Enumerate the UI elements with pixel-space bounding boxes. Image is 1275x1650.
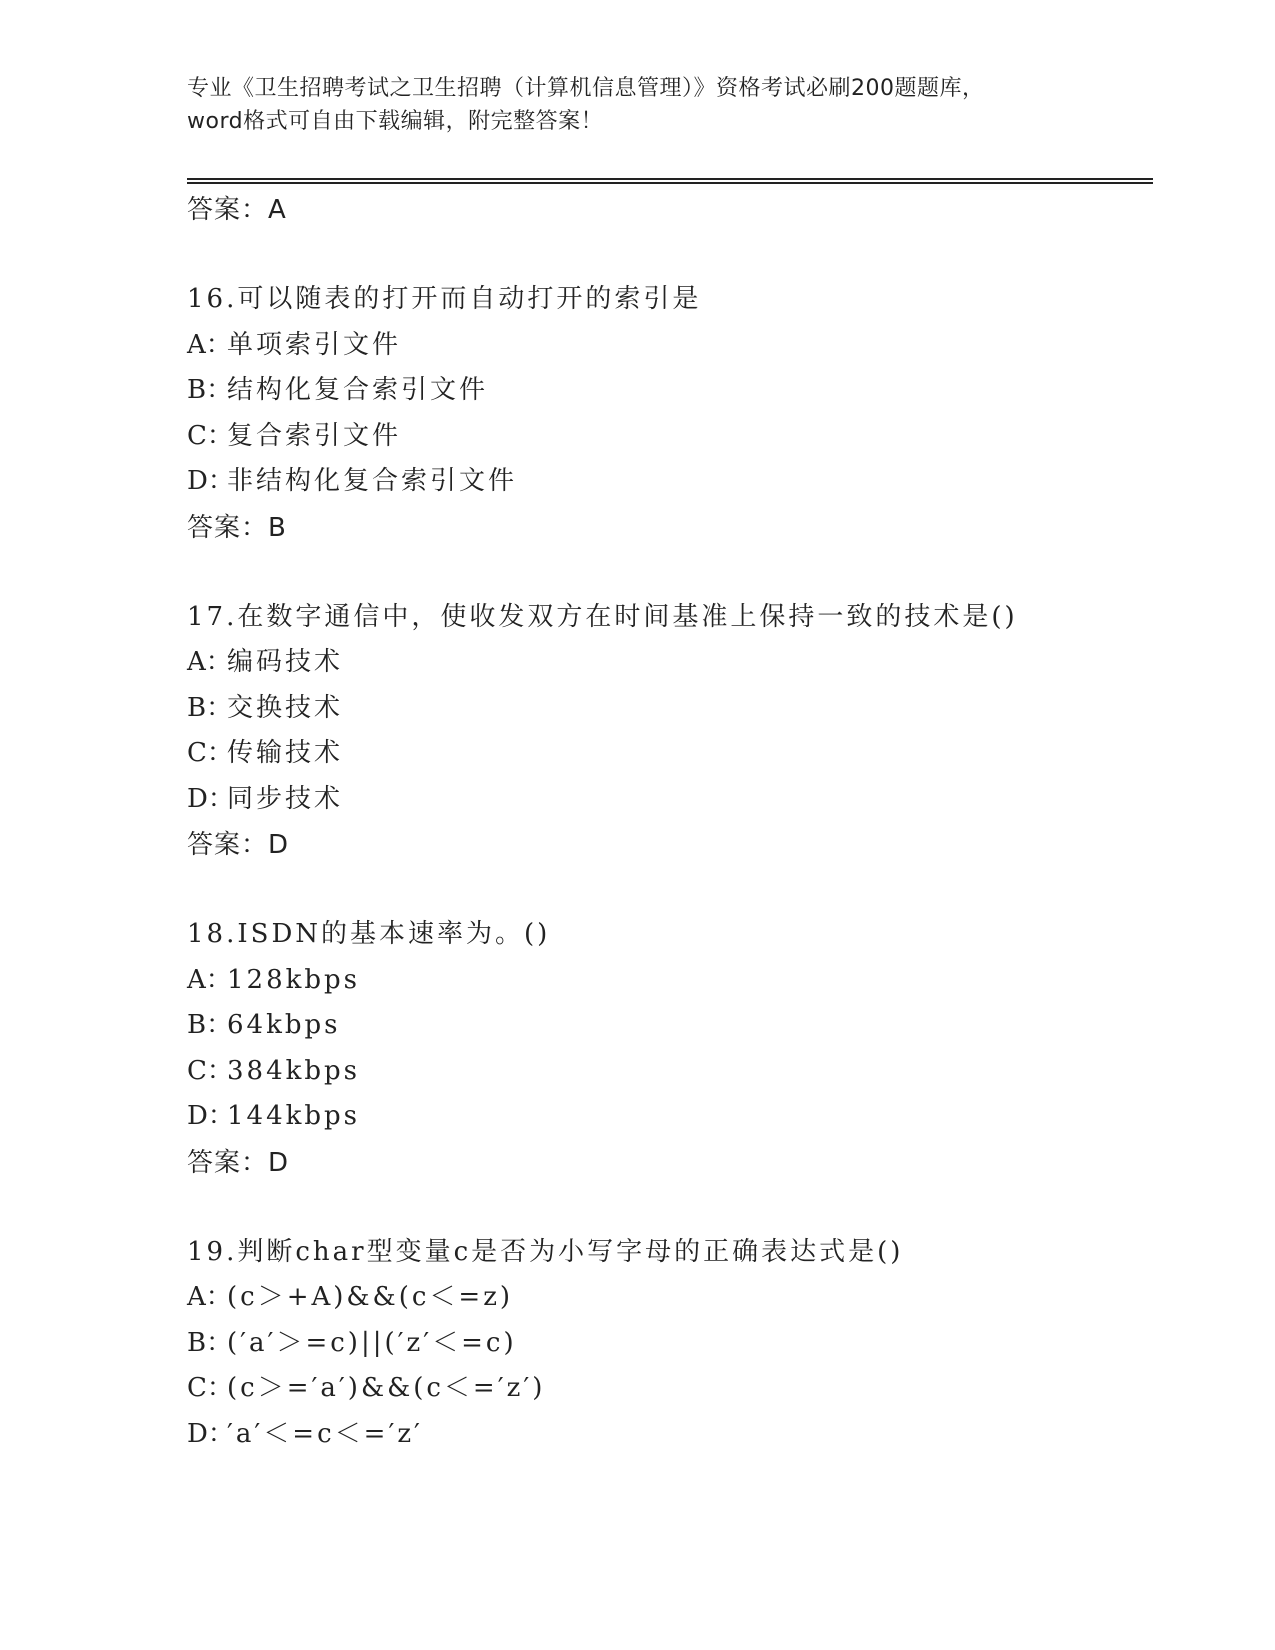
option-text: (′a′＞=c)||(′z′＜=c) [227, 1327, 517, 1358]
option-key: B： [187, 1327, 233, 1358]
page-header [187, 72, 1087, 138]
header-line-1: 专业《卫生招聘考试之卫生招聘（计算机信息管理）》资格考试必刷200题题库， [187, 76, 985, 101]
question-stem [187, 277, 1153, 323]
option-text: 结构化复合索引文件 [227, 375, 489, 405]
option-a [187, 958, 1153, 1004]
question-number: 18. [187, 919, 238, 949]
option-key: C： [187, 1055, 233, 1086]
option-d [187, 459, 1153, 505]
option-key: A： [187, 647, 232, 677]
option-key: D： [187, 783, 234, 814]
option-text: ′a′＜=c＜=′z′ [227, 1418, 423, 1449]
option-text: 128kbps [227, 964, 361, 995]
option-text: 144kbps [227, 1101, 361, 1131]
question-16 [187, 277, 1153, 551]
option-text: 384kbps [227, 1055, 361, 1086]
answer-line [187, 1140, 1153, 1186]
option-text: 同步技术 [227, 783, 344, 814]
question-number: 19. [187, 1236, 238, 1267]
answer-line [187, 822, 1153, 868]
question-number: 17. [187, 601, 238, 632]
option-c [187, 1366, 1153, 1412]
option-b [187, 1003, 1153, 1049]
option-text: 交换技术 [227, 692, 344, 723]
option-text: 复合索引文件 [227, 420, 402, 451]
question-18 [187, 912, 1153, 1186]
answer-value: D [268, 830, 290, 860]
option-text: 传输技术 [227, 738, 344, 768]
option-c [187, 1049, 1153, 1095]
question-list [187, 187, 1153, 1457]
option-key: C： [187, 420, 233, 451]
option-text: 编码技术 [227, 647, 344, 677]
answer-value: A [268, 195, 287, 225]
question-number: 16. [187, 284, 238, 314]
option-key: A： [187, 329, 232, 360]
option-key: C： [187, 738, 233, 768]
option-c [187, 414, 1153, 460]
option-a [187, 640, 1153, 686]
option-text: (c＞=′a′)&&(c＜=′z′) [227, 1373, 546, 1403]
answer-value: B [268, 512, 287, 543]
question-stem [187, 595, 1153, 641]
answer-label: 答案： [187, 830, 269, 860]
answer-label: 答案： [187, 1147, 269, 1178]
option-key: C： [187, 1373, 233, 1403]
option-key: B： [187, 692, 233, 723]
option-key: D： [187, 466, 234, 496]
option-key: A： [187, 1282, 232, 1312]
question-text: 可以随表的打开而自动打开的索引是 [237, 284, 702, 314]
question-text: 判断char型变量c是否为小写字母的正确表达式是() [237, 1236, 904, 1267]
question-stem [187, 1230, 1153, 1276]
option-key: B： [187, 1010, 233, 1040]
header-rule-top [187, 178, 1153, 180]
answer-line [187, 505, 1153, 551]
option-d [187, 1412, 1153, 1458]
option-b [187, 686, 1153, 732]
option-a [187, 1275, 1153, 1321]
answer-value: D [268, 1147, 290, 1178]
option-text: 64kbps [227, 1010, 341, 1040]
header-line-2: word格式可自由下载编辑，附完整答案！ [187, 109, 604, 134]
option-b [187, 1321, 1153, 1367]
option-b [187, 368, 1153, 414]
answer-label: 答案： [187, 512, 269, 543]
option-text: 非结构化复合索引文件 [227, 466, 518, 496]
answer-label: 答案： [187, 195, 269, 225]
option-key: B： [187, 375, 233, 405]
option-key: D： [187, 1418, 234, 1449]
option-text: (c＞+A)&&(c＜=z) [227, 1282, 514, 1312]
option-a [187, 323, 1153, 369]
option-d [187, 1094, 1153, 1140]
option-text: 单项索引文件 [227, 329, 402, 360]
option-c [187, 731, 1153, 777]
question-text: 在数字通信中，使收发双方在时间基准上保持一致的技术是() [237, 601, 1018, 632]
option-key: A： [187, 964, 232, 995]
header-rule-bottom [187, 182, 1153, 184]
question-17 [187, 595, 1153, 869]
option-key: D： [187, 1101, 234, 1131]
question-text: ISDN的基本速率为。() [237, 919, 551, 949]
question-stem [187, 912, 1153, 958]
question-19 [187, 1230, 1153, 1458]
option-d [187, 777, 1153, 823]
previous-answer [187, 187, 1153, 233]
